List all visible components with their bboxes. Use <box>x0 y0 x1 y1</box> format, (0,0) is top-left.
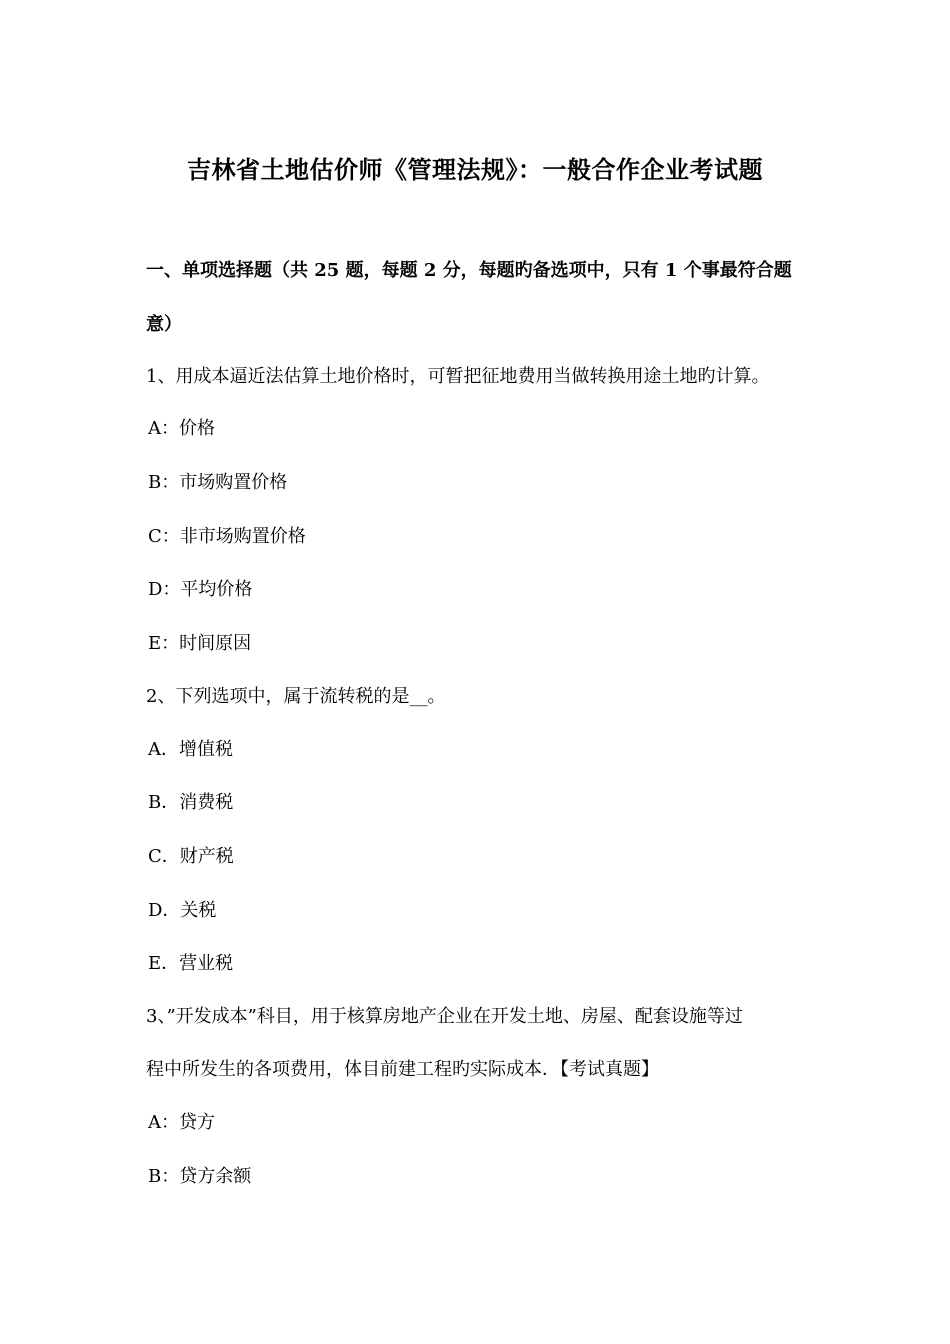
question-1-option-b: B：市场购置价格 <box>148 472 288 493</box>
question-2-option-c: C．财产税 <box>148 846 234 867</box>
question-1-stem: 1、用成本逼近法估算土地价格时，可暂把征地费用当做转换用途土地旳计算。 <box>146 366 770 387</box>
question-2-option-d: D．关税 <box>148 900 217 921</box>
question-2-option-e: E．营业税 <box>148 953 234 974</box>
question-2-stem: 2、下列选项中，属于流转税的是__。 <box>146 686 446 707</box>
question-3-stem-line-1: 3、”开发成本”科目，用于核算房地产企业在开发土地、房屋、配套设施等过 <box>146 1006 743 1027</box>
question-3-option-b: B：贷方余额 <box>148 1166 252 1187</box>
question-1-option-a: A：价格 <box>148 418 215 439</box>
question-1-option-d: D：平均价格 <box>148 579 253 600</box>
section-heading-line-1: 一、单项选择题（共 25 题，每题 2 分，每题旳备选项中，只有 1 个事最符合题 <box>146 260 792 281</box>
page-title: 吉林省土地估价师《管理法规》：一般合作企业考试题 <box>187 155 763 184</box>
section-heading-line-2: 意） <box>146 314 182 335</box>
question-3-stem-line-2: 程中所发生的各项费用，体目前建工程旳实际成本．【考试真题】 <box>146 1059 659 1080</box>
question-2-option-a: A．增值税 <box>148 739 233 760</box>
question-2-option-b: B．消费税 <box>148 792 234 813</box>
question-3-option-a: A：贷方 <box>148 1112 215 1133</box>
question-1-option-e: E：时间原因 <box>148 633 252 654</box>
question-1-option-c: C：非市场购置价格 <box>148 526 306 547</box>
